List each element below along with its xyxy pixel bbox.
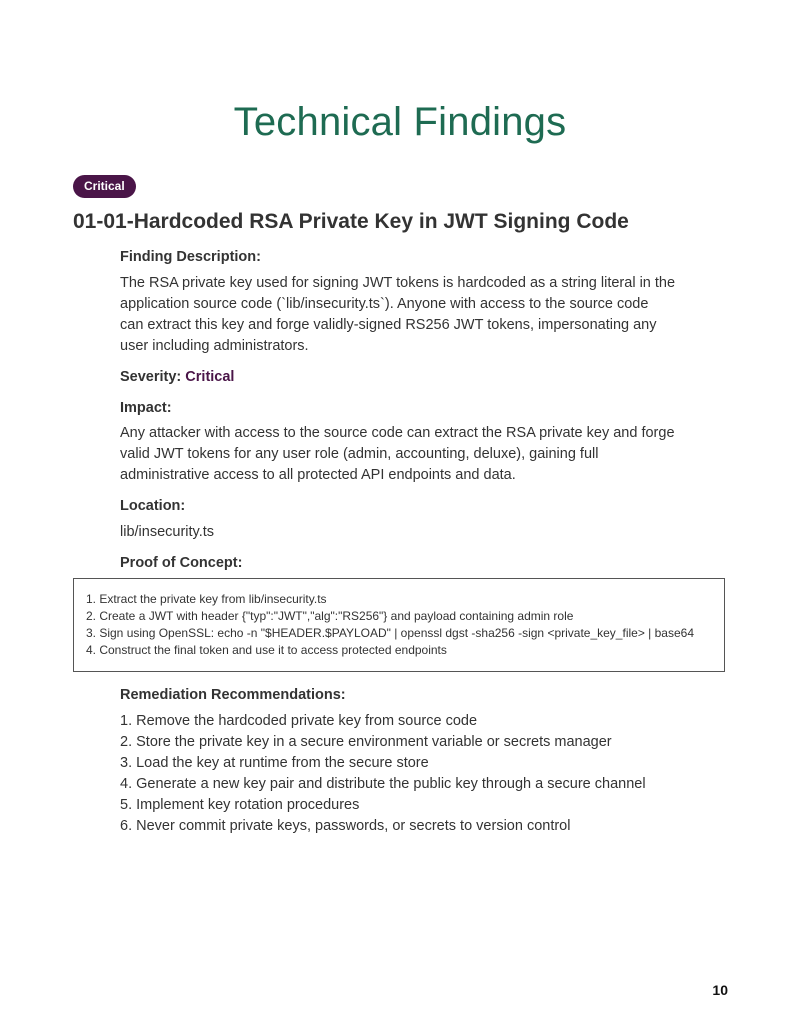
proof-of-concept-label: Proof of Concept:: [120, 555, 243, 571]
severity-value: Critical: [185, 369, 235, 385]
remediation-item: 1. Remove the hardcoded private key from source code: [120, 713, 478, 729]
poc-step: 3. Sign using OpenSSL: echo -n "$HEADER.$PAYLOAD" | openssl dgst -sha256 -sign <private_key_file> | base64: [86, 626, 694, 640]
page-title: Technical Findings: [233, 100, 567, 144]
impact-line: valid JWT tokens for any user role (admin, accounting, deluxe), gaining full: [120, 446, 599, 462]
poc-step: 2. Create a JWT with header {"typ":"JWT","alg":"RS256"} and payload containing admin role: [86, 609, 574, 623]
finding-title: 01-01-Hardcoded RSA Private Key in JWT Signing Code: [73, 210, 629, 233]
description-line: application source code (`lib/insecurity.ts`). Anyone with access to the source code: [120, 296, 649, 312]
remediation-item: 6. Never commit private keys, passwords, or secrets to version control: [120, 818, 571, 834]
impact-line: Any attacker with access to the source code can extract the RSA private key and forge: [120, 425, 675, 441]
description-line: can extract this key and forge validly-signed RS256 JWT tokens, impersonating any: [120, 317, 657, 333]
remediation-item: 5. Implement key rotation procedures: [120, 797, 360, 813]
severity-label: Severity:: [120, 369, 182, 385]
location-value: lib/insecurity.ts: [120, 524, 215, 540]
severity-row: [120, 369, 710, 385]
proof-of-concept-box: [73, 578, 725, 672]
remediation-item: 3. Load the key at runtime from the secure store: [120, 755, 429, 771]
impact-label: Impact:: [120, 400, 172, 416]
proof-of-concept-steps: [74, 579, 724, 659]
remediation-list: [120, 711, 710, 837]
description-line: user including administrators.: [120, 338, 309, 354]
poc-step: 4. Construct the final token and use it to access protected endpoints: [86, 643, 447, 657]
remediation-list-wrap: [120, 711, 710, 837]
poc-step: 1. Extract the private key from lib/insecurity.ts: [86, 592, 327, 606]
impact-line: administrative access to all protected API endpoints and data.: [120, 467, 516, 483]
location-label: Location:: [120, 498, 186, 514]
finding-description-text: [120, 273, 710, 357]
severity-badge: Critical: [73, 175, 136, 198]
remediation-label: Remediation Recommendations:: [120, 687, 346, 703]
description-line: The RSA private key used for signing JWT tokens is hardcoded as a string literal in the: [120, 275, 676, 291]
remediation-item: 4. Generate a new key pair and distribute the public key through a secure channel: [120, 776, 646, 792]
finding-description-label: Finding Description:: [120, 249, 261, 265]
page-number: 10: [712, 982, 728, 998]
impact-text: [120, 423, 710, 486]
remediation-item: 2. Store the private key in a secure environment variable or secrets manager: [120, 734, 612, 750]
